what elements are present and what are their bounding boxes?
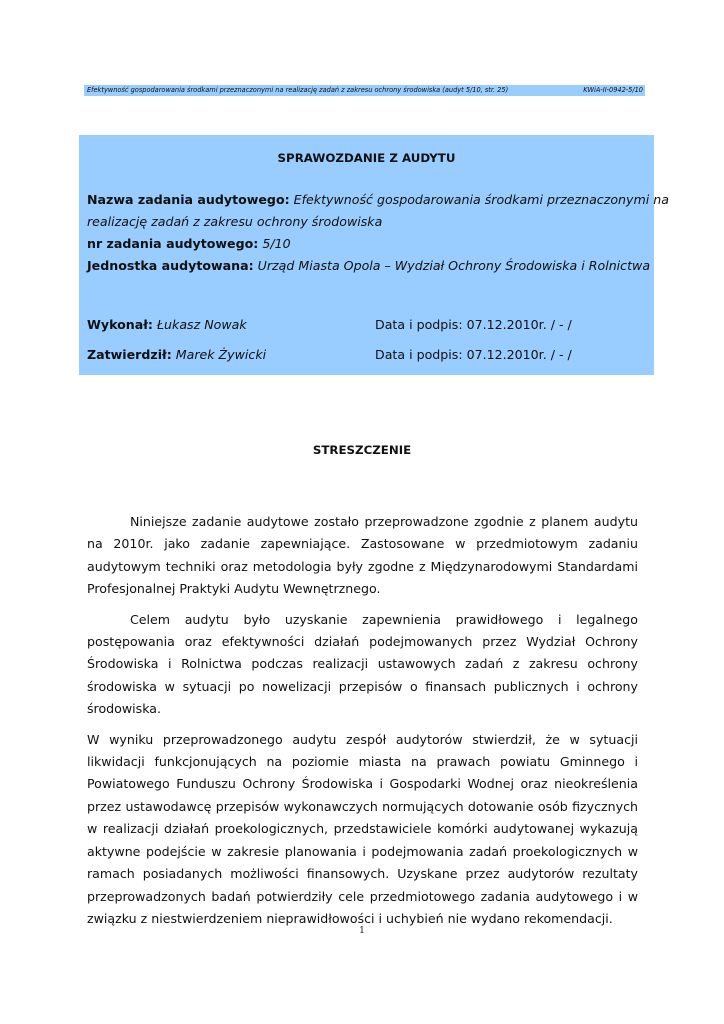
running-header [84, 85, 645, 96]
task-name-continuation [87, 214, 382, 229]
summary-body [87, 511, 638, 938]
summary-paragraph: W wyniku przeprowadzonego audytu zespół audytorów stwierdził, że w sytuacji likwidacji funkcjonujących na poziomie miasta na prawach powiatu Gminnego i Powiatowego Funduszu Ochrony Środowiska i Gospodarki Wodnej oraz nieokreślenia przez ustawodawcę przepisów wykonawczych normujących dotowanie osób fizycznych w realizacji działań proekologicznych, przedstawiciele komórki audytowanej wykazują aktywne podejście w zakresie planowania i podejmowania zadań proekologicznych w ramach posiadanych możliwości finansowych. Uzyskane przez audytorów rezultaty przeprowadzonych badań potwierdziły cele przedmiotowego zadania audytowego i w związku z niestwierdzeniem nieprawidłowości i uchybień nie wydano rekomendacji. [87, 731, 638, 926]
task-number-label: nr zadania audytowego: [87, 236, 259, 251]
task-name-value-2: realizację zadań z zakresu ochrony środowiska [87, 214, 383, 229]
approved-by-line [87, 347, 266, 362]
audited-unit-label: Jednostka audytowana: [87, 258, 254, 273]
performed-date-signature: Data i podpis: 07.12.2010r. / - / [375, 317, 572, 332]
task-name-line [87, 192, 669, 207]
task-number-line [87, 236, 291, 251]
approved-by-label: Zatwierdził: [87, 347, 172, 362]
performed-by-label: Wykonał: [87, 317, 153, 332]
audited-unit-line [87, 258, 650, 273]
page-number: 1 [359, 926, 365, 936]
report-title: SPRAWOZDANIE Z AUDYTU [277, 151, 456, 165]
task-name-label: Nazwa zadania audytowego: [87, 192, 290, 207]
performed-by-value: Łukasz Nowak [156, 317, 247, 332]
summary-heading: STRESZCZENIE [312, 443, 412, 457]
task-name-value: Efektywność gospodarowania środkami przeznaczonymi na [293, 192, 669, 207]
audited-unit-value: Urząd Miasta Opola – Wydział Ochrony Środowiska i Rolnictwa [257, 258, 651, 273]
header-code: KWiA-II-0942-5/10 [583, 86, 643, 94]
approved-by-value: Marek Żywicki [175, 347, 267, 362]
performed-by-line [87, 317, 247, 332]
task-number-value: 5/10 [262, 236, 291, 251]
audit-report-box [79, 135, 669, 375]
summary-paragraph: Celem audytu było uzyskanie zapewnienia prawidłowego i legalnego postępowania oraz efektywności działań podejmowanych przez Wydział Ochrony Środowiska i Rolnictwa podczas realizacji ustawowych zadań z zakresu ochrony środowiska w sytuacji po nowelizacji przepisów o finansach publicznych i ochrony środowiska. [87, 611, 638, 717]
summary-paragraph: Niniejsze zadanie audytowe zostało przeprowadzone zgodnie z planem audytu na 2010r. jako zadanie zapewniające. Zastosowane w przedmiotowym zadaniu audytowym techniki oraz metodologia były zgodne z Międzynarodowymi Standardami Profesjonalnej Praktyki Audytu Wewnętrznego. [87, 514, 638, 597]
header-title: Efektywność gospodarowania środkami przeznaczonymi na realizację zadań z zakresu ochrony środowiska (audyt 5/10, str. 25) [87, 86, 509, 94]
approved-date-signature: Data i podpis: 07.12.2010r. / - / [375, 347, 572, 362]
